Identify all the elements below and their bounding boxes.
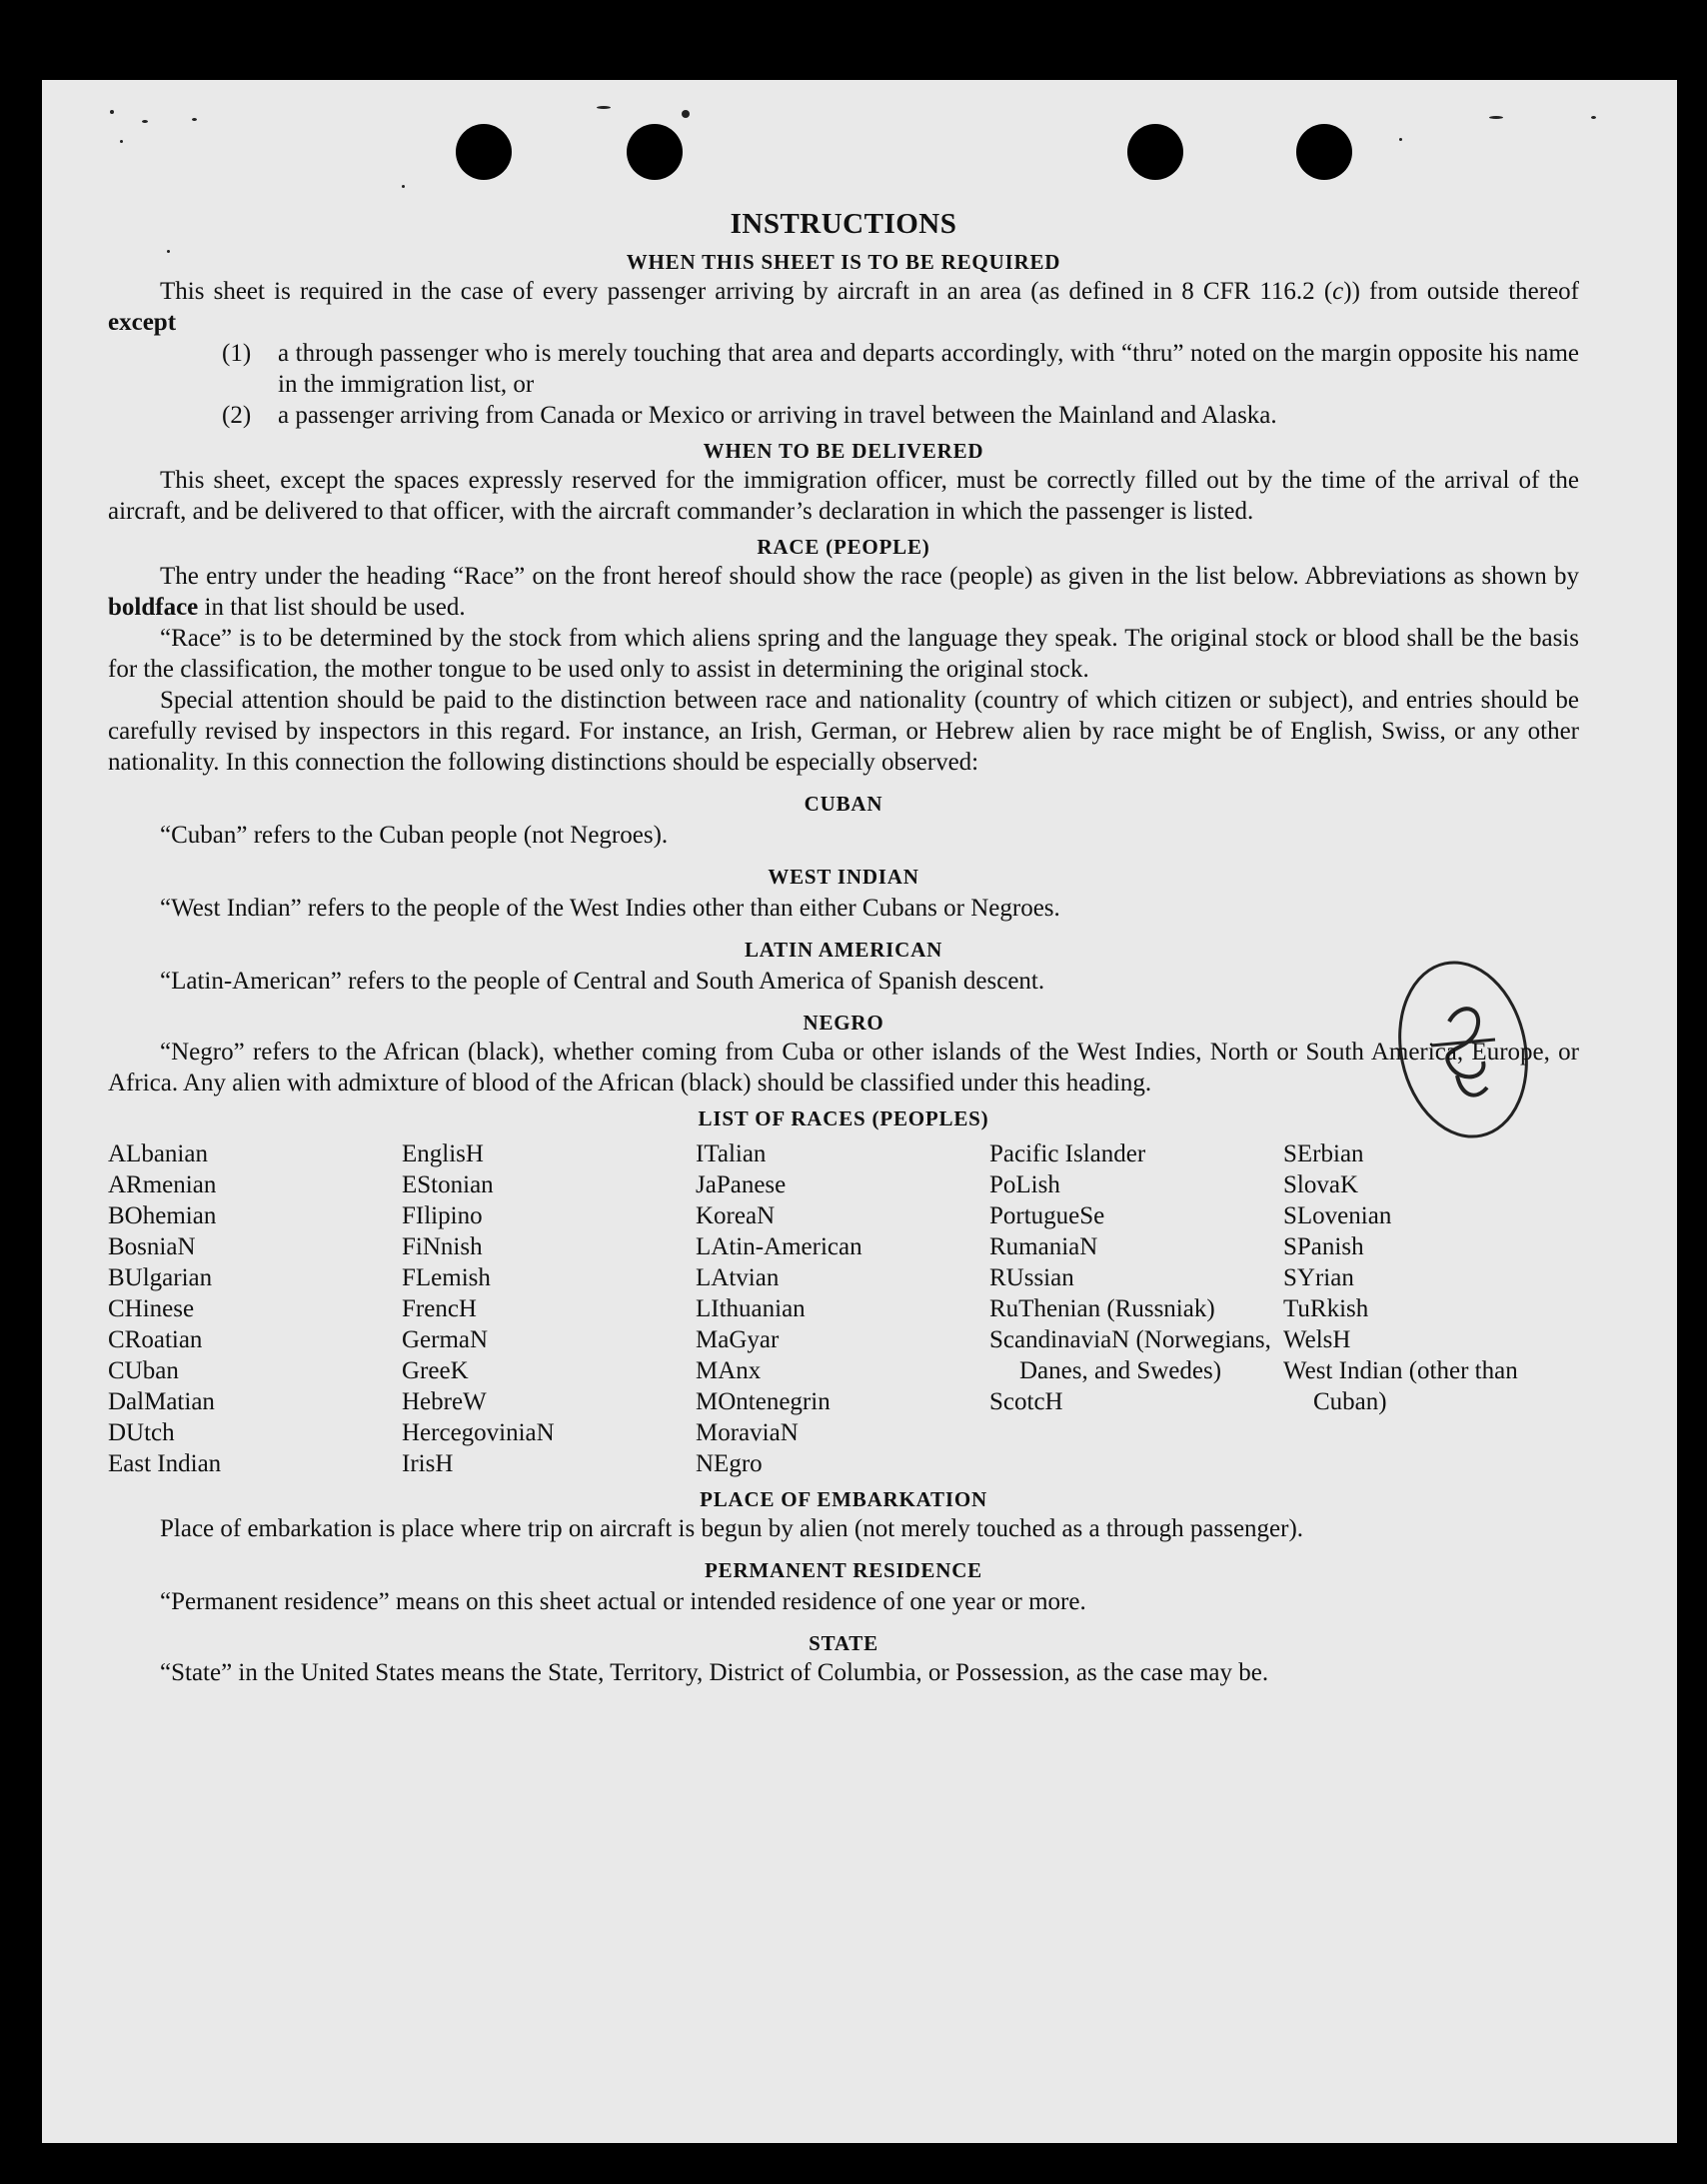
residence-definition: “Permanent residence” means on this sheet actual or intended residence of one year or more.: [160, 1588, 1086, 1615]
races-column-3: [696, 1138, 989, 1479]
race-entry: EnglisH: [402, 1140, 484, 1167]
race-entry: BosniaN: [108, 1233, 196, 1260]
race-entry: HercegoviniaN: [402, 1419, 555, 1446]
race-entry: CUban: [108, 1357, 179, 1384]
race-entry: MAnx: [696, 1357, 762, 1384]
section-heading-race: RACE (PEOPLE): [757, 535, 930, 559]
west-indian-definition: “West Indian” refers to the people of the West Indies other than either Cubans or Negroes.: [160, 895, 1060, 922]
section-heading-west-indian: WEST INDIAN: [768, 865, 919, 889]
races-column-2: [402, 1138, 696, 1479]
instructions-text: [108, 206, 1579, 1688]
race-entry: BUlgarian: [108, 1264, 213, 1291]
race-entry: IrisH: [402, 1450, 454, 1477]
race-entry: GermaN: [402, 1326, 489, 1353]
race-entry: ScandinaviaN (Norwegians, Danes, and Swedes): [989, 1326, 1271, 1384]
race-entry: ScotcH: [989, 1388, 1063, 1415]
race-entry: FrencH: [402, 1295, 477, 1322]
race-paragraph-2: “Race” is to be determined by the stock from which aliens spring and the language they speak. The original stock or blood shall be the basis for the classification, the mother tongue to be used only to assist in determining the original stock.: [108, 625, 1579, 683]
punch-hole: [456, 124, 512, 180]
section-heading-state: STATE: [809, 1631, 878, 1655]
race-entry: DUtch: [108, 1419, 175, 1446]
section-heading-latin-american: LATIN AMERICAN: [744, 938, 943, 962]
race-entry: Pacific Islander: [989, 1140, 1146, 1167]
race-entry: TuRkish: [1283, 1295, 1369, 1322]
race-paragraph-1: The entry under the heading “Race” on the front hereof should show the race (people) as given in the list below. Abbreviations as shown by boldface in that list should be used.: [108, 563, 1579, 621]
race-entry: BOhemian: [108, 1202, 217, 1229]
race-entry: SPanish: [1283, 1233, 1364, 1260]
delivered-text: This sheet, except the spaces expressly reserved for the immigration officer, must be correctly filled out by the time of the arrival of the aircraft, and be delivered to that officer, with the aircraft commander’s declaration in which the passenger is listed.: [108, 467, 1579, 525]
race-entry: LAtvian: [696, 1264, 780, 1291]
race-entry: EStonian: [402, 1171, 494, 1198]
race-entry: FLemish: [402, 1264, 491, 1291]
races-column-1: [108, 1138, 402, 1479]
race-entry: FIlipino: [402, 1202, 483, 1229]
required-exception-1: (1) a through passenger who is merely touching that area and departs accordingly, with “thru” noted on the margin opposite his name in the immigration list, or: [222, 340, 1579, 398]
state-definition: “State” in the United States means the State, Territory, District of Columbia, or Possession, as the case may be.: [160, 1659, 1269, 1686]
race-entry: CHinese: [108, 1295, 195, 1322]
race-entry: MOntenegrin: [696, 1388, 831, 1415]
race-entry: SYrian: [1283, 1264, 1354, 1291]
document-page: [42, 80, 1677, 2143]
section-heading-negro: NEGRO: [803, 1011, 884, 1035]
section-heading-required: WHEN THIS SHEET IS TO BE REQUIRED: [626, 250, 1061, 274]
required-intro: This sheet is required in the case of every passenger arriving by aircraft in an area (as defined in 8 CFR 116.2 (c)) from outside thereof except: [108, 278, 1579, 336]
race-entry: WelsH: [1283, 1326, 1351, 1353]
race-entry: ARmenian: [108, 1171, 217, 1198]
race-entry: East Indian: [108, 1450, 222, 1477]
punch-hole: [627, 124, 683, 180]
races-column-5: [1283, 1138, 1577, 1479]
section-heading-residence: PERMANENT RESIDENCE: [705, 1558, 982, 1582]
race-entry: NEgro: [696, 1450, 763, 1477]
section-heading-embarkation: PLACE OF EMBARKATION: [700, 1487, 987, 1511]
latin-american-definition: “Latin-American” refers to the people of Central and South America of Spanish descent.: [160, 968, 1045, 995]
negro-definition: “Negro” refers to the African (black), whether coming from Cuba or other islands of the West Indies, North or South America, Europe, or Africa. Any alien with admixture of blood of the African (black) should be classified under this heading.: [108, 1039, 1579, 1096]
race-entry: DalMatian: [108, 1388, 215, 1415]
race-entry: West Indian (other than Cuban): [1283, 1357, 1518, 1415]
race-entry: PortugueSe: [989, 1202, 1105, 1229]
races-column-4: [989, 1138, 1283, 1479]
section-heading-list-of-races: LIST OF RACES (PEOPLES): [698, 1106, 989, 1130]
punch-hole: [1127, 124, 1183, 180]
section-heading-cuban: CUBAN: [804, 792, 883, 816]
race-entry: FiNnish: [402, 1233, 483, 1260]
race-entry: SLovenian: [1283, 1202, 1392, 1229]
punch-hole: [1296, 124, 1352, 180]
race-paragraph-3: Special attention should be paid to the distinction between race and nationality (country of which citizen or subject), and entries should be carefully revised by inspectors in this regard. For instance, an Irish, German, or Hebrew alien by race might be of English, Swiss, or any other nationality. In this connection the following distinctions should be especially observed:: [108, 687, 1579, 776]
embarkation-definition: Place of embarkation is place where trip on aircraft is begun by alien (not merely touched as a through passenger).: [160, 1515, 1304, 1542]
race-entry: LAtin-American: [696, 1233, 862, 1260]
race-entry: ALbanian: [108, 1140, 208, 1167]
required-exception-2: (2) a passenger arriving from Canada or Mexico or arriving in travel between the Mainland and Alaska.: [222, 402, 1277, 429]
section-heading-delivered: WHEN TO BE DELIVERED: [703, 439, 984, 463]
race-entry: GreeK: [402, 1357, 469, 1384]
race-entry: RUssian: [989, 1264, 1074, 1291]
race-entry: SlovaK: [1283, 1171, 1358, 1198]
race-entry: HebreW: [402, 1388, 487, 1415]
race-entry: RumaniaN: [989, 1233, 1098, 1260]
race-entry: RuThenian (Russniak): [989, 1295, 1215, 1322]
page-title: INSTRUCTIONS: [730, 208, 957, 240]
race-entry: MaGyar: [696, 1326, 780, 1353]
race-entry: CRoatian: [108, 1326, 203, 1353]
race-entry: PoLish: [989, 1171, 1060, 1198]
race-entry: MoraviaN: [696, 1419, 799, 1446]
race-entry: SErbian: [1283, 1140, 1364, 1167]
cuban-definition: “Cuban” refers to the Cuban people (not Negroes).: [160, 822, 669, 849]
race-entry: LIthuanian: [696, 1295, 806, 1322]
race-entry: KoreaN: [696, 1202, 776, 1229]
race-entry: ITalian: [696, 1140, 767, 1167]
races-list: [108, 1138, 1579, 1479]
race-entry: JaPanese: [696, 1171, 787, 1198]
